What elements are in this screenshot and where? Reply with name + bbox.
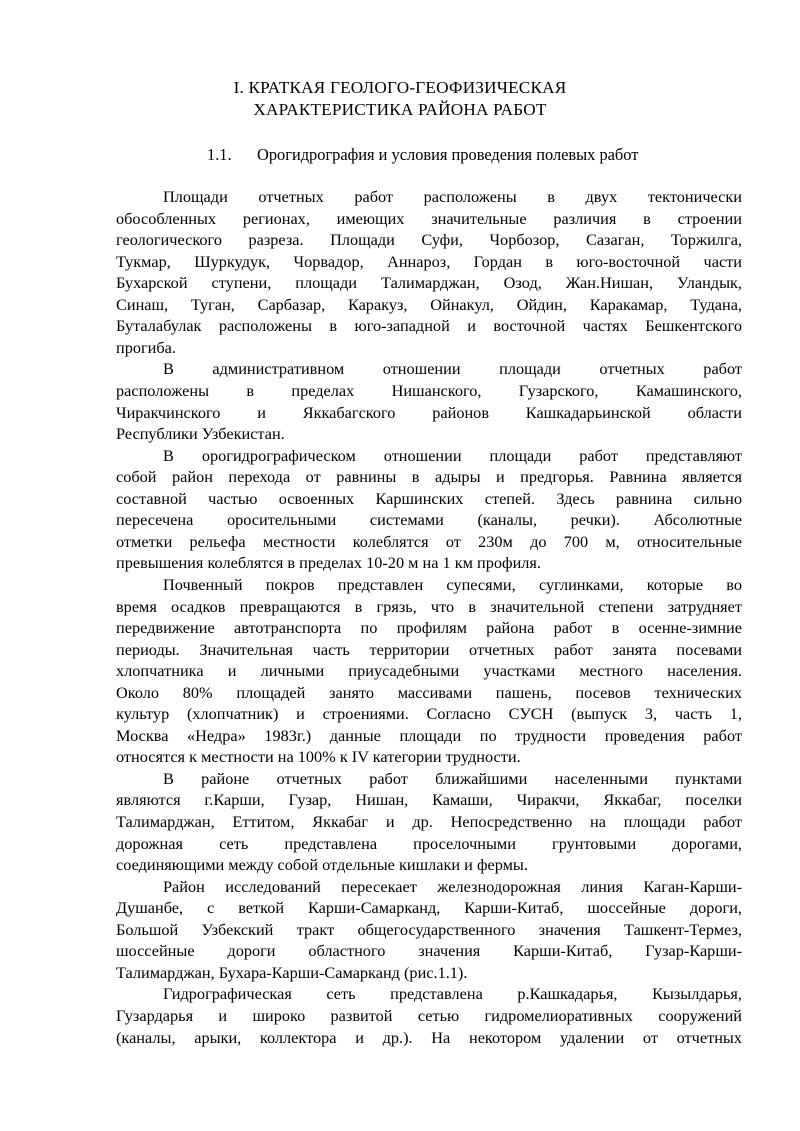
- text-line: относятся к местности на 100% к IV категории трудности.: [116, 747, 521, 767]
- text-line: Чиракчинского и Яккабагского районов Кашкадарьинской области: [116, 402, 742, 422]
- text-line: В районе отчетных работ ближайшими населенными пунктами: [163, 768, 742, 788]
- text-line: превышения колеблятся в пределах 10-20 м на 1 км профиля.: [116, 553, 541, 573]
- text-line: Буталабулак расположены в юго-западной и восточной частях Бешкентского: [116, 316, 742, 336]
- text-line: Республики Узбекистан.: [116, 424, 285, 444]
- text-line: геологического разреза. Площади Суфи, Чорбозор, Сазаган, Торжилга,: [116, 230, 742, 250]
- text-line: Москва «Недра» 1983г.) данные площади по трудности проведения работ: [116, 725, 742, 745]
- text-line: Бухарской ступени, площади Талимарджан, Озод, Жан.Нишан, Уландык,: [116, 273, 742, 293]
- section-title-line-1: I. КРАТКАЯ ГЕОЛОГО-ГЕОФИЗИЧЕСКАЯ: [233, 78, 567, 97]
- text-line: обособленных регионах, имеющих значительные различия в строении: [116, 208, 742, 228]
- section-title: [0, 77, 800, 121]
- text-line: Гузардарья и широко развитой сетью гидромелиоративных сооружений: [116, 1005, 742, 1025]
- subsection-heading: [207, 144, 638, 165]
- text-line: Талимарджан, Бухара-Карши-Самарканд (рис.1.1).: [116, 962, 468, 982]
- text-line: В административном отношении площади отчетных работ: [163, 359, 742, 379]
- text-line: являются г.Карши, Гузар, Нишан, Камаши, Чиракчи, Яккабаг, поселки: [116, 790, 742, 810]
- text-line: передвижение автотранспорта по профилям района работ в осенне-зимние: [116, 618, 742, 637]
- text-line: соединяющими между собой отдельные кишлаки и фермы.: [116, 855, 528, 875]
- text-line: составной частью освоенных Каршинских степей. Здесь равнина сильно: [116, 488, 742, 508]
- text-line: пересечена оросительными системами (каналы, речки). Абсолютные: [116, 510, 742, 530]
- text-line: расположены в пределах Нишанского, Гузарского, Камашинского,: [116, 381, 742, 400]
- text-line: Гидрографическая сеть представлена р.Кашкадарья, Кызылдарья,: [163, 984, 742, 1004]
- subsection-title: Орогидрография и условия проведения полевых работ: [257, 145, 639, 164]
- text-line: Тукмар, Шуркудук, Чорвадор, Аннароз, Гордан в юго-восточной части: [116, 251, 742, 271]
- text-line: (каналы, арыки, коллектора и др.). На некотором удалении от отчетных: [116, 1027, 742, 1047]
- text-line: периоды. Значительная часть территории отчетных работ занята посевами: [116, 639, 742, 659]
- text-line: Большой Узбекский тракт общегосударственного значения Ташкент-Термез,: [116, 919, 742, 939]
- text-line: Около 80% площадей занято массивами пашень, посевов технических: [116, 682, 742, 702]
- text-line: Синаш, Туган, Сарбазар, Каракуз, Ойнакул, Ойдин, Каракамар, Тудана,: [116, 294, 742, 314]
- text-line: дорожная сеть представлена проселочными грунтовыми дорогами,: [116, 833, 742, 853]
- text-line: время осадков превращаются в грязь, что в значительной степени затрудняет: [116, 596, 742, 616]
- text-line: хлопчатника и личными приусадебными участками местного населения.: [116, 661, 742, 681]
- text-line: Душанбе, с веткой Карши-Самарканд, Карши-Китаб, шоссейные дороги,: [116, 898, 742, 918]
- text-line: культур (хлопчатник) и строениями. Согласно СУСН (выпуск 3, часть 1,: [116, 704, 742, 724]
- text-line: собой район перехода от равнины в адыры и предгорья. Равнина является: [116, 467, 742, 487]
- text-line: Район исследований пересекает железнодорожная линия Каган-Карши-: [163, 876, 742, 896]
- text-line: прогиба.: [116, 337, 176, 357]
- text-line: В орогидрографическом отношении площади работ представляют: [163, 445, 742, 465]
- text-line: Почвенный покров представлен супесями, суглинками, которые во: [163, 574, 742, 594]
- section-title-line-2: ХАРАКТЕРИСТИКА РАЙОНА РАБОТ: [253, 100, 547, 119]
- text-line: шоссейные дороги областного значения Карши-Китаб, Гузар-Карши-: [116, 941, 742, 961]
- text-line: отметки рельефа местности колеблятся от 230м до 700 м, относительные: [116, 531, 742, 551]
- subsection-number: 1.1.: [207, 145, 232, 164]
- text-line: Площади отчетных работ расположены в двух тектонически: [163, 187, 742, 206]
- text-line: Талимарджан, Еттитом, Яккабаг и др. Непосредственно на площади работ: [116, 812, 742, 831]
